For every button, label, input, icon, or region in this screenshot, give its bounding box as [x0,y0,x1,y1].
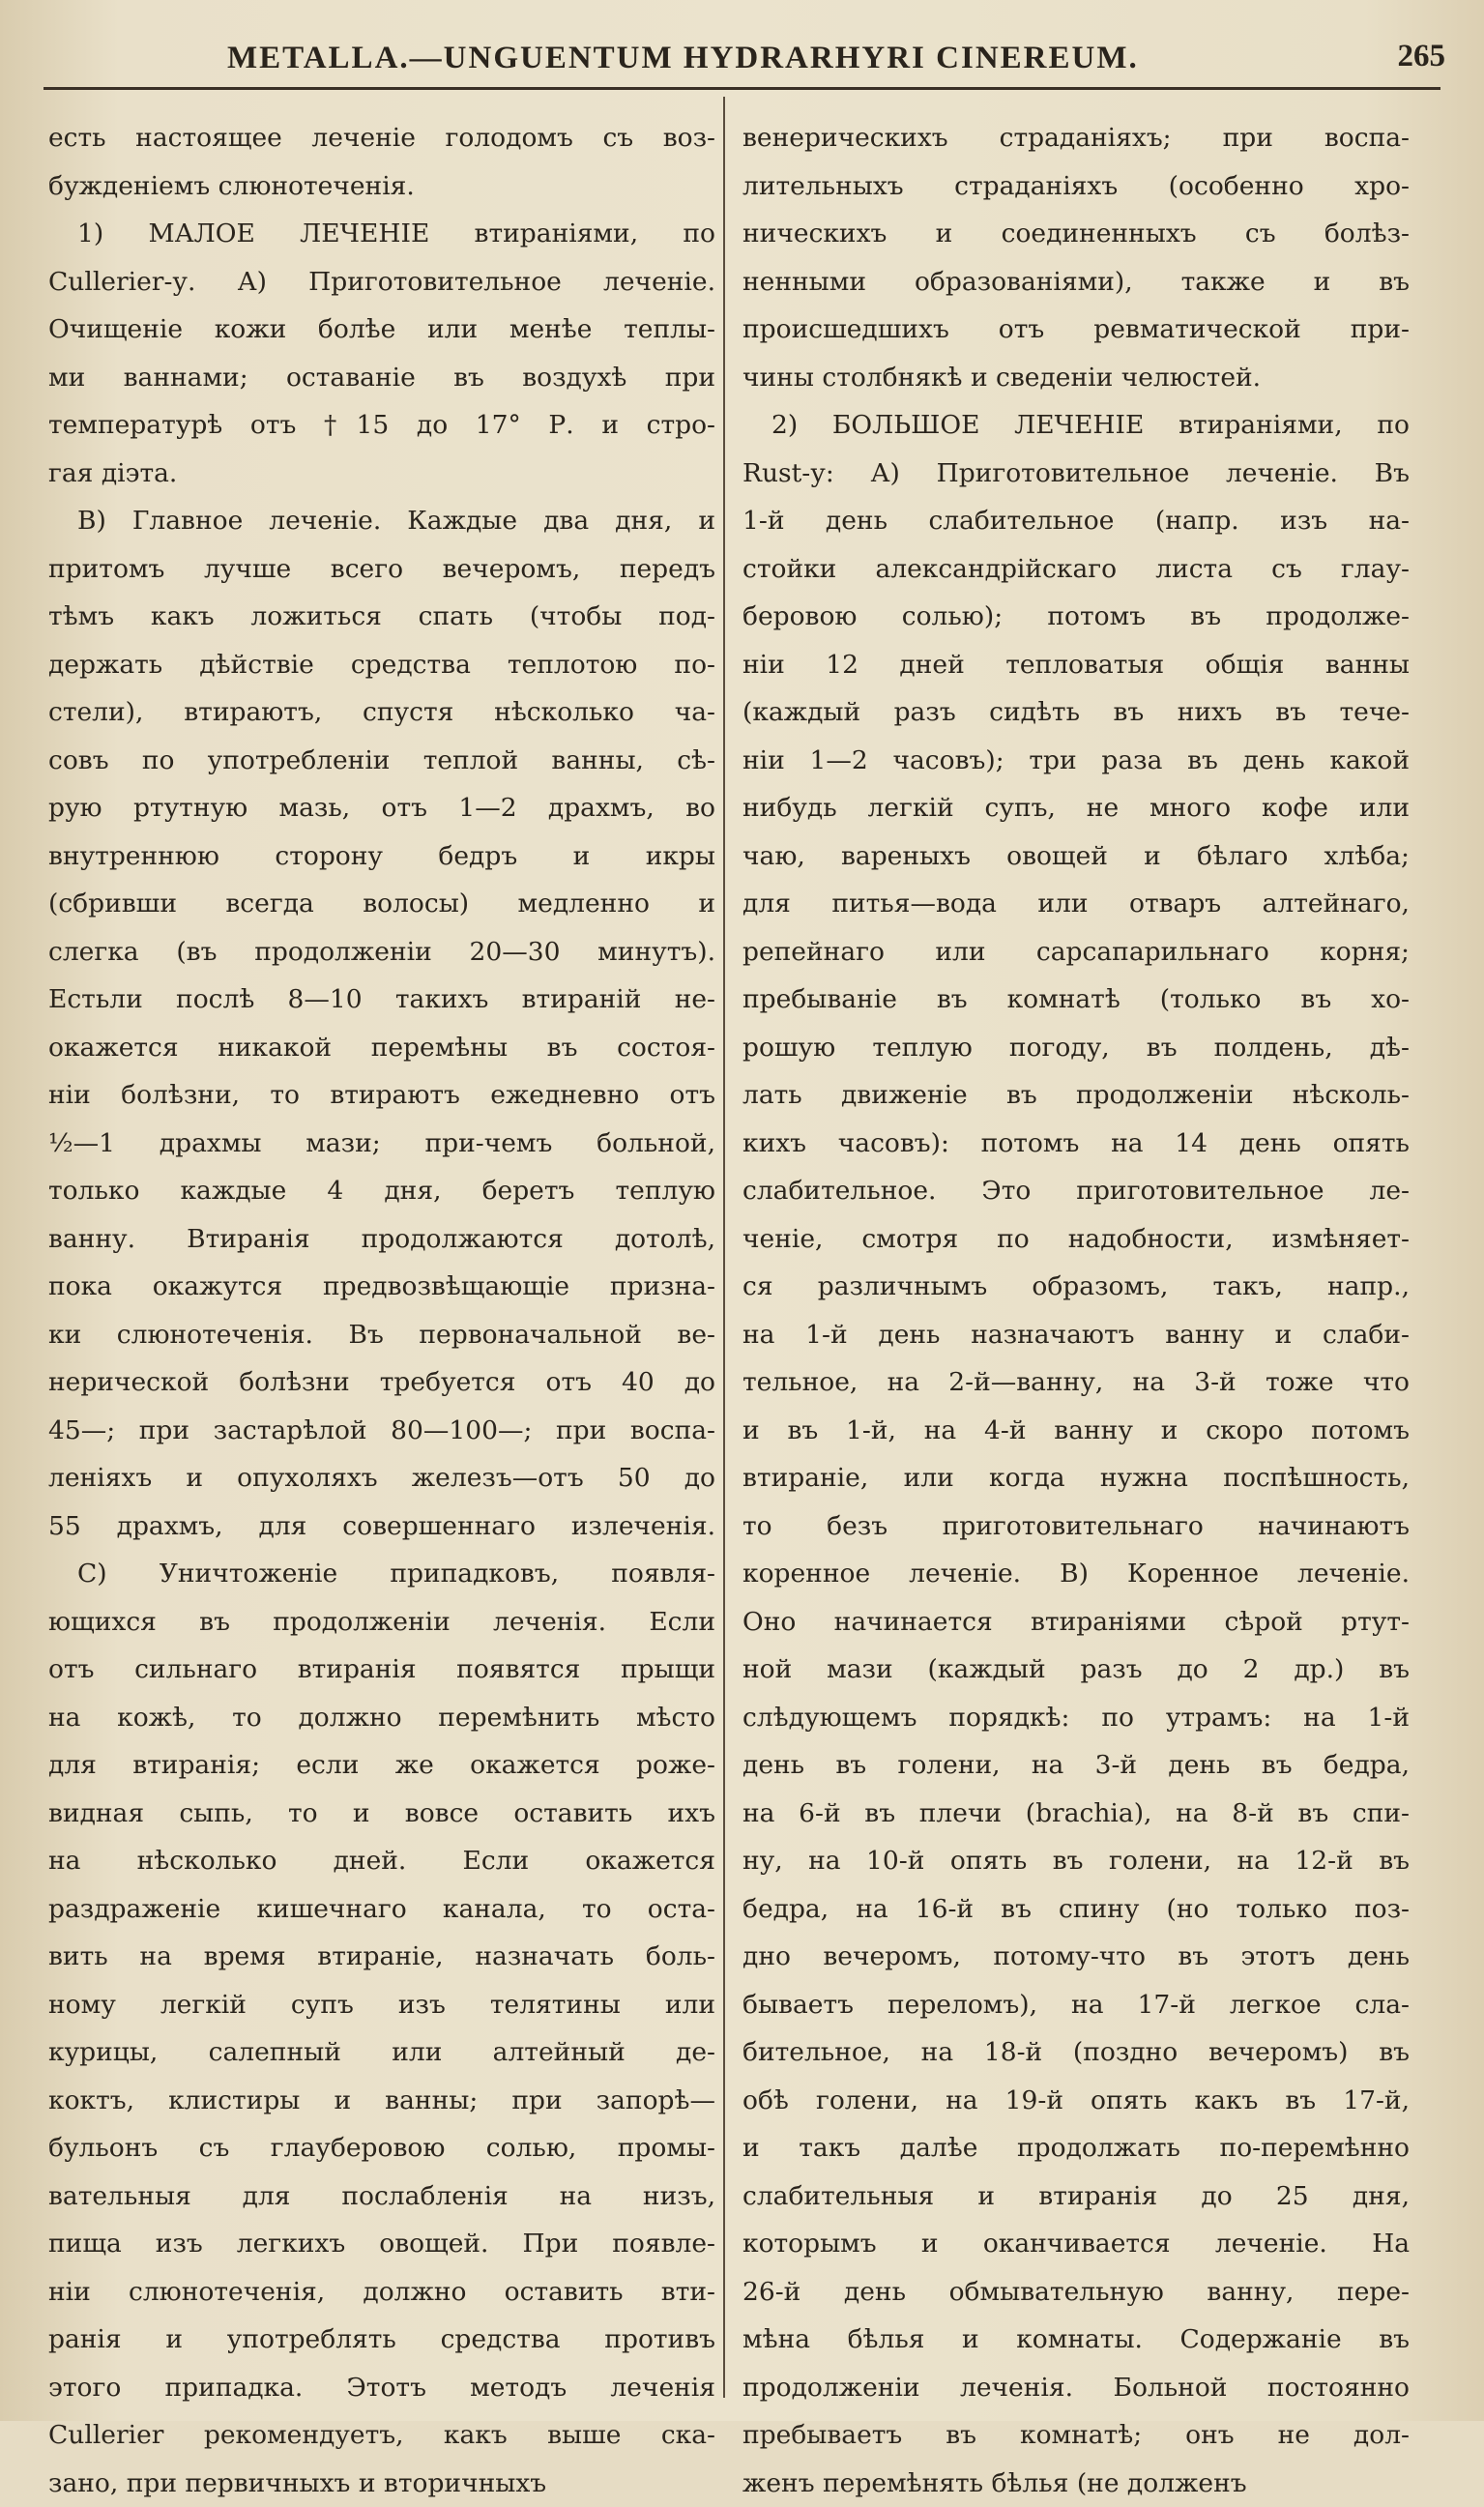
text-line: этого припадка. Этотъ методъ леченія [48,2364,715,2412]
page-number: 265 [1398,39,1446,74]
text-line: бительное, на 18-й (поздно вечеромъ) въ [742,2028,1410,2077]
text-line: ченіе, смотря по надобности, измѣняет- [742,1215,1410,1264]
text-line: Оно начинается втираніями сѣрой ртут- [742,1598,1410,1647]
text-line: коктъ, клистиры и ванны; при запорѣ— [48,2077,715,2125]
text-line: чины столбнякѣ и сведеніи челюстей. [742,354,1410,402]
text-line: ному легкій супъ изъ телятины или [48,1981,715,2029]
text-line: ющихся въ продолженіи леченія. Если [48,1598,715,1647]
text-line: тѣмъ какъ ложиться спать (чтобы под- [48,593,715,641]
text-line: ническихъ и соединенныхъ съ болѣз- [742,210,1410,258]
text-line: тельное, на 2-й—ванну, на 3-й тоже что [742,1358,1410,1407]
text-line: пребываніе въ комнатѣ (только въ хо- [742,976,1410,1024]
text-line: втираніе, или когда нужна поспѣшность, [742,1454,1410,1502]
text-line: бываетъ переломъ), на 17-й легкое сла- [742,1981,1410,2029]
text-line: рошую теплую погоду, въ полдень, дѣ- [742,1024,1410,1072]
text-line: ніи 12 дней тепловатыя общія ванны [742,641,1410,689]
text-line: бульонъ съ глауберовою солью, промы- [48,2124,715,2172]
text-line: есть настоящее леченіе голодомъ съ воз- [48,114,715,162]
text-line: В) Главное леченіе. Каждые два дня, и [48,497,715,545]
text-line: (каждый разъ сидѣть въ нихъ въ тече- [742,688,1410,737]
text-line: обѣ голени, на 19-й опять какъ въ 17-й, [742,2077,1410,2125]
text-line: гая діэта. [48,450,715,498]
text-line: венерическихъ страданіяхъ; при воспа- [742,114,1410,162]
text-line: ніи 1—2 часовъ); три раза въ день какой [742,737,1410,785]
text-line: раздраженіе кишечнаго канала, то оста- [48,1885,715,1934]
text-line: Cullerier рекомендуетъ, какъ выше ска- [48,2411,715,2460]
text-line: температурѣ отъ †15 до 17° Р. и стро- [48,401,715,450]
text-line: ненными образованіями), также и въ [742,258,1410,306]
text-line: внутреннюю сторону бедръ и икры [48,832,715,881]
text-line: 1-й день слабительное (напр. изъ на- [742,497,1410,545]
text-line: ванну. Втиранія продолжаются дотолѣ, [48,1215,715,1264]
text-line: 1) МАЛОЕ ЛЕЧЕНІЕ втираніями, по [48,210,715,258]
text-line: дно вечеромъ, потому-что въ этотъ день [742,1933,1410,1981]
text-line: вательныя для послабленія на низъ, [48,2172,715,2221]
text-line: ки слюнотеченія. Въ первоначальной ве- [48,1311,715,1359]
text-line: слабительное. Это приготовительное ле- [742,1167,1410,1215]
text-line: Естьли послѣ 8—10 такихъ втираній не- [48,976,715,1024]
text-line: (сбривши всегда волосы) медленно и [48,880,715,928]
text-line: ну, на 10-й опять въ голени, на 12-й въ [742,1837,1410,1885]
text-line: пока окажутся предвозвѣщающіе призна- [48,1263,715,1311]
text-line: ной мази (каждый разъ до 2 др.) въ [742,1646,1410,1694]
text-line: курицы, салепный или алтейный де- [48,2028,715,2077]
text-line: ми ваннами; оставаніе въ воздухѣ при [48,354,715,402]
text-line: лительныхъ страданіяхъ (особенно хро- [742,162,1410,211]
text-line: то безъ приготовительнаго начинаютъ [742,1502,1410,1551]
text-line: на 1-й день назначаютъ ванну и слаби- [742,1311,1410,1359]
text-line: 2) БОЛЬШОЕ ЛЕЧЕНІЕ втираніями, по [742,401,1410,450]
text-line: нерической болѣзни требуется отъ 40 до [48,1358,715,1407]
text-line: на кожѣ, то должно перемѣнить мѣсто [48,1694,715,1742]
text-line: только каждые 4 дня, беретъ теплую [48,1167,715,1215]
text-line: пища изъ легкихъ овощей. При появле- [48,2220,715,2268]
text-line: ніи слюнотеченія, должно оставить вти- [48,2268,715,2317]
text-line: рую ртутную мазь, отъ 1—2 драхмъ, во [48,784,715,832]
text-line: 45—; при застарѣлой 80—100—; при воспа- [48,1407,715,1455]
text-line: пребываетъ въ комнатѣ; онъ не дол- [742,2411,1410,2460]
text-line: которымъ и оканчивается леченіе. На [742,2220,1410,2268]
text-line: Rust-у: А) Приготовительное леченіе. Въ [742,450,1410,498]
text-line: продолженіи леченія. Больной постоянно [742,2364,1410,2412]
text-line: и въ 1-й, на 4-й ванну и скоро потомъ [742,1407,1410,1455]
text-line: окажется никакой перемѣны въ состоя- [48,1024,715,1072]
text-line: бедра, на 16-й въ спину (но только поз- [742,1885,1410,1934]
text-line: 26-й день обмывательную ванну, пере- [742,2268,1410,2317]
text-line: держать дѣйствіе средства теплотою по- [48,641,715,689]
text-line: репейнаго или сарсапарильнаго корня; [742,928,1410,977]
text-line: вить на время втираніе, назначать боль- [48,1933,715,1981]
left-column [48,114,715,2507]
text-line: ніи болѣзни, то втираютъ ежедневно отъ [48,1071,715,1120]
text-line: стели), втираютъ, спустя нѣсколько ча- [48,688,715,737]
text-line: совъ по употребленіи теплой ванны, сѣ- [48,737,715,785]
text-line: для втиранія; если же окажется роже- [48,1741,715,1790]
text-line: день въ голени, на 3-й день въ бедра, [742,1741,1410,1790]
text-line: ½—1 драхмы мази; при-чемъ больной, [48,1120,715,1168]
text-line: беровою солью); потомъ въ продолже- [742,593,1410,641]
header-rule [44,87,1440,90]
text-line: мѣна бѣлья и комнаты. Содержаніе въ [742,2316,1410,2364]
column-divider [723,97,725,2398]
text-line: слѣдующемъ порядкѣ: по утрамъ: на 1-й [742,1694,1410,1742]
text-line: чаю, вареныхъ овощей и бѣлаго хлѣба; [742,832,1410,881]
running-head: METALLA.—UNGUENTUM HYDRARHYRI CINEREUM. [227,41,1139,76]
text-line: зано, при первичныхъ и вторичныхъ [48,2460,715,2507]
text-line: коренное леченіе. В) Коренное леченіе. [742,1550,1410,1598]
text-line: кихъ часовъ): потомъ на 14 день опять [742,1120,1410,1168]
text-line: 55 драхмъ, для совершеннаго излеченія. [48,1502,715,1551]
text-line: для питья—вода или отваръ алтейнаго, [742,880,1410,928]
text-line: нибудь легкій супъ, не много кофе или [742,784,1410,832]
text-line: на 6-й въ плечи (brachia), на 8-й въ спи- [742,1790,1410,1838]
text-line: происшедшихъ отъ ревматической при- [742,306,1410,354]
text-line: Cullerier-у. А) Приготовительное леченіе. [48,258,715,306]
text-line: притомъ лучше всего вечеромъ, передъ [48,545,715,594]
text-line: леніяхъ и опухоляхъ железъ—отъ 50 до [48,1454,715,1502]
text-line: слегка (въ продолженіи 20—30 минутъ). [48,928,715,977]
text-line: Очищеніе кожи болѣе или менѣе теплы- [48,306,715,354]
text-line: стойки александрійскаго листа съ глау- [742,545,1410,594]
text-line: С) Уничтоженіе припадковъ, появля- [48,1550,715,1598]
right-column [742,114,1410,2507]
text-line: ранія и употреблять средства противъ [48,2316,715,2364]
text-line: видная сыпь, то и вовсе оставить ихъ [48,1790,715,1838]
text-line: бужденіемъ слюнотеченія. [48,162,715,211]
text-line: ся различнымъ образомъ, такъ, напр., [742,1263,1410,1311]
text-line: на нѣсколько дней. Если окажется [48,1837,715,1885]
text-line: слабительныя и втиранія до 25 дня, [742,2172,1410,2221]
text-line: лать движеніе въ продолженіи нѣсколь- [742,1071,1410,1120]
text-line: и такъ далѣе продолжать по-перемѣнно [742,2124,1410,2172]
text-line: женъ перемѣнять бѣлья (не долженъ [742,2460,1410,2507]
page-header [39,37,1445,85]
text-line: отъ сильнаго втиранія появятся прыщи [48,1646,715,1694]
